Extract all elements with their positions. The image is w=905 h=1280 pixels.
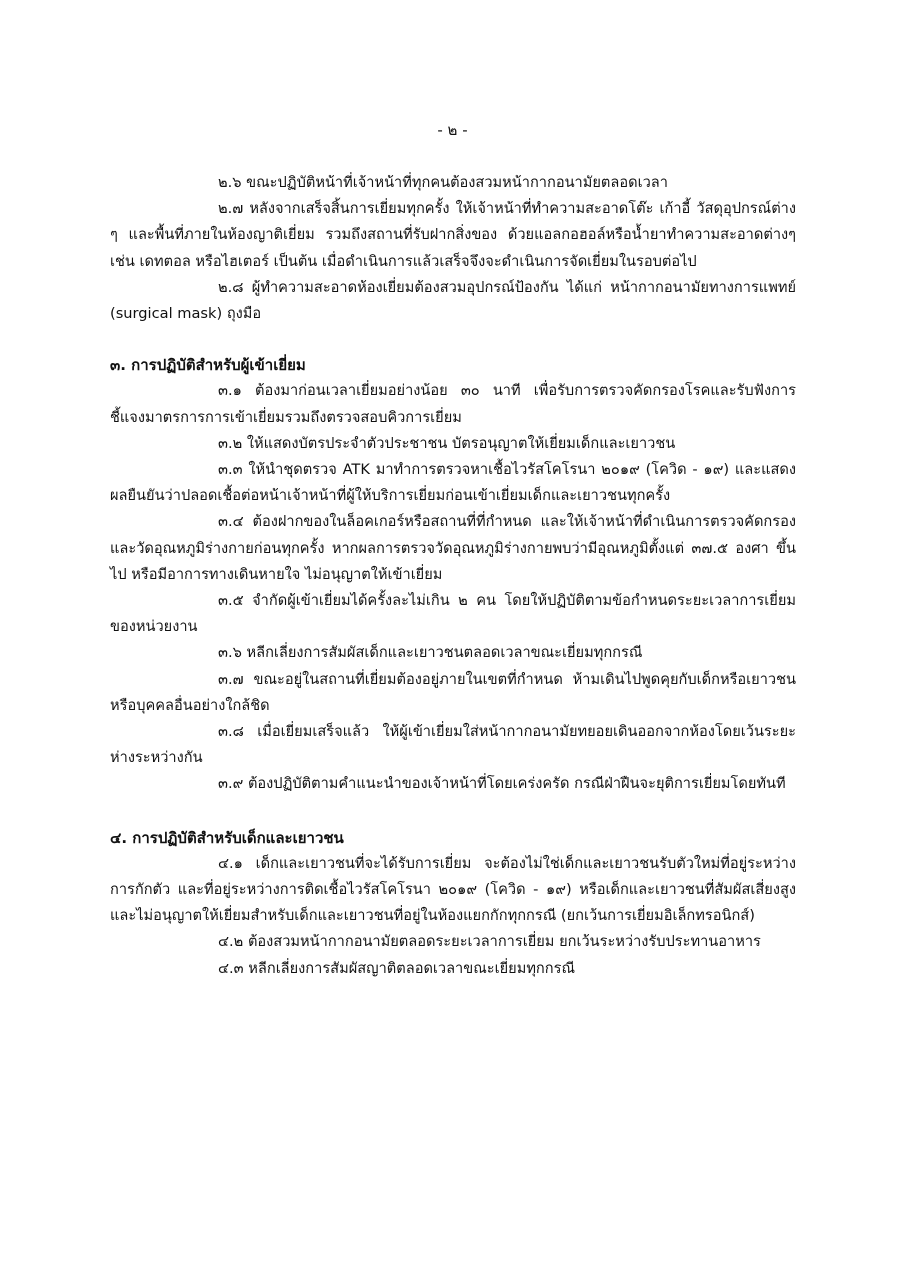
paragraph-2-8: ๒.๘ ผู้ทำความสะอาดห้องเยี่ยมต้องสวมอุปกรณ์ป้องกัน ได้แก่ หน้ากากอนามัยทางการแพทย์ (surgical mask) ถุงมือ	[110, 278, 796, 323]
section-heading-4: ๔. การปฏิบัติสำหรับเด็กและเยาวชน	[110, 828, 344, 847]
paragraph-3-8: ๓.๘ เมื่อเยี่ยมเสร็จแล้ว ให้ผู้เข้าเยี่ยมใส่หน้ากากอนามัยทยอยเดินออกจากห้องโดยเว้นระยะห่างระหว่างกัน	[110, 723, 796, 767]
section-heading-3: ๓. การปฏิบัติสำหรับผู้เข้าเยี่ยม	[110, 356, 306, 375]
paragraph-3-6: ๓.๖ หลีกเลี่ยงการสัมผัสเด็กและเยาวชนตลอดเวลาขณะเยี่ยมทุกกรณี	[218, 644, 643, 662]
document-body	[110, 170, 796, 982]
paragraph-3-5: ๓.๕ จำกัดผู้เข้าเยี่ยมได้ครั้งละไม่เกิน ๒ คน โดยให้ปฏิบัติตามข้อกำหนดระยะเวลาการเยี่ยมของหน่วยงาน	[110, 592, 796, 636]
paragraph-3-2: ๓.๒ ให้แสดงบัตรประจำตัวประชาชน บัตรอนุญาตให้เยี่ยมเด็กและเยาวชน	[218, 434, 676, 452]
paragraph-3-1: ๓.๑ ต้องมาก่อนเวลาเยี่ยมอย่างน้อย ๓๐ นาที เพื่อรับการตรวจคัดกรองโรคและรับฟังการชี้แจงมาตรการการเข้าเยี่ยมรวมถึงตรวจสอบคิวการเยี่ยม	[110, 382, 796, 426]
paragraph-4-3: ๔.๓ หลีกเลี่ยงการสัมผัสญาติตลอดเวลาขณะเยี่ยมทุกกรณี	[218, 959, 575, 977]
paragraph-3-4: ๓.๔ ต้องฝากของในล็อคเกอร์หรือสถานที่ที่กำหนด และให้เจ้าหน้าที่ดำเนินการตรวจคัดกรองและวัดอุณหภูมิร่างกายก่อนทุกครั้ง หากผลการตรวจวัดอุณหภูมิร่างกายพบว่ามีอุณหภูมิตั้งแต่ ๓๗.๕ องศา ขึ้นไป หรือมีอาการทางเดินหายใจ ไม่อนุญาตให้เข้าเยี่ยม	[110, 513, 796, 583]
page-number: - ๒ -	[437, 121, 468, 139]
paragraph-4-2: ๔.๒ ต้องสวมหน้ากากอนามัยตลอดระยะเวลาการเยี่ยม ยกเว้นระหว่างรับประทานอาหาร	[218, 933, 761, 951]
paragraph-4-1: ๔.๑ เด็กและเยาวชนที่จะได้รับการเยี่ยม จะต้องไม่ใช่เด็กและเยาวชนรับตัวใหม่ที่อยู่ระหว่างการกักตัว และที่อยู่ระหว่างการติดเชื้อไวรัสโคโรนา ๒๐๑๙ (โควิด - ๑๙) หรือเด็กและเยาวชนที่สัมผัสเสี่ยงสูงและไม่อนุญาตให้เยี่ยมสำหรับเด็กและเยาวชนที่อยู่ในห้องแยกกักทุกกรณี (ยกเว้นการเยี่ยมอิเล็กทรอนิกส์)	[110, 854, 796, 925]
paragraph-3-7: ๓.๗ ขณะอยู่ในสถานที่เยี่ยมต้องอยู่ภายในเขตที่กำหนด ห้ามเดินไปพูดคุยกับเด็กหรือเยาวชนหรือบุคคลอื่นอย่างใกล้ชิด	[110, 670, 796, 714]
paragraph-2-6: ๒.๖ ขณะปฏิบัติหน้าที่เจ้าหน้าที่ทุกคนต้องสวมหน้ากากอนามัยตลอดเวลา	[218, 174, 668, 191]
paragraph-2-7: ๒.๗ หลังจากเสร็จสิ้นการเยี่ยมทุกครั้ง ให้เจ้าหน้าที่ทำความสะอาดโต๊ะ เก้าอี้ วัสดุอุปกรณ์ต่าง ๆ และพื้นที่ภายในห้องญาติเยี่ยม รวมถึงสถานที่รับฝากสิ่งของ ด้วยแอลกอฮอล์หรือน้ำยาทำความสะอาดต่างๆ เช่น เดทตอล หรือไฮเตอร์ เป็นต้น เมื่อดำเนินการแล้วเสร็จจึงจะดำเนินการจัดเยี่ยมในรอบต่อไป	[110, 200, 796, 270]
paragraph-3-9: ๓.๙ ต้องปฏิบัติตามคำแนะนำของเจ้าหน้าที่โดยเคร่งครัด กรณีฝ่าฝืนจะยุติการเยี่ยมโดยทันที	[218, 775, 786, 793]
paragraph-3-3: ๓.๓ ให้นำชุดตรวจ ATK มาทำการตรวจหาเชื้อไวรัสโคโรนา ๒๐๑๙ (โควิด - ๑๙) และแสดงผลยืนยันว่าปลอดเชื้อต่อหน้าเจ้าหน้าที่ผู้ให้บริการเยี่ยมก่อนเข้าเยี่ยมเด็กและเยาวชนทุกครั้ง	[110, 461, 796, 505]
